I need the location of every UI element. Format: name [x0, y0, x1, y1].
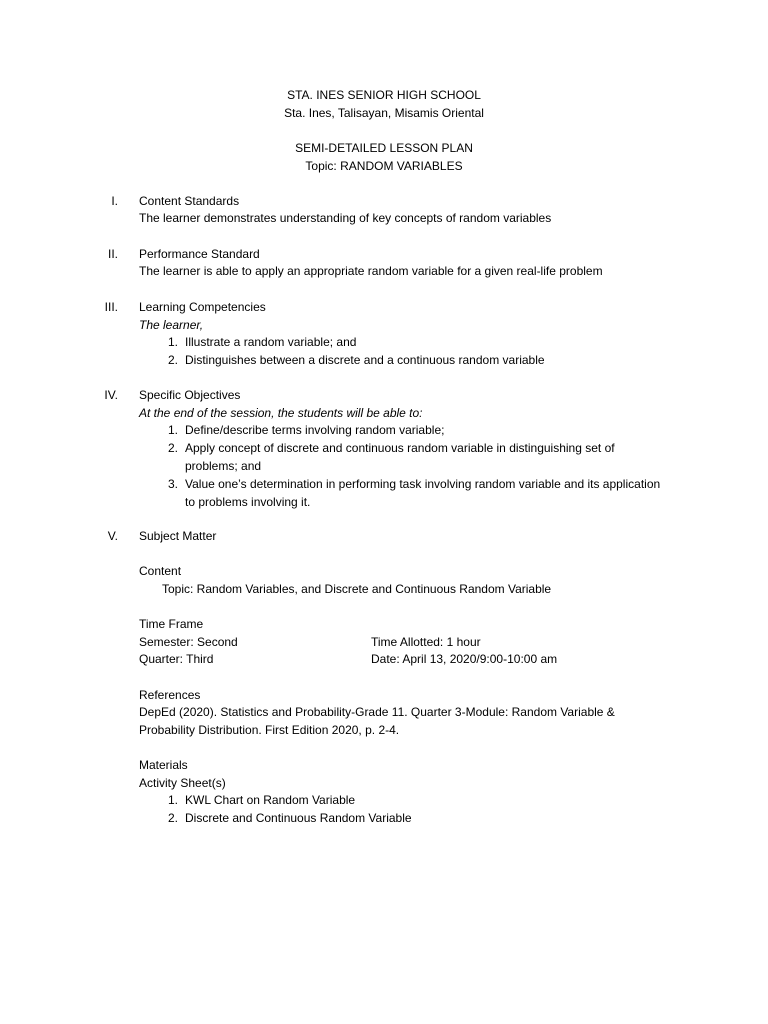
section-3-numeral: III. [104, 300, 118, 314]
section-1-numeral: I. [111, 194, 118, 208]
plan-topic: Topic: RANDOM VARIABLES [305, 159, 463, 173]
content-topic: Topic: Random Variables, and Discrete and Continuous Random Variable [162, 582, 552, 596]
section-2-numeral: II. [107, 247, 118, 261]
list-item: KWL Chart on Random Variable [185, 793, 356, 807]
references-text: DepEd (2020). Statistics and Probability-Grade 11. Quarter 3-Module: Random Variable & Probability Distribution. First Edition 2020, p. 2-4. [139, 705, 615, 737]
list-item-number: 1. [167, 793, 178, 807]
list-item-number: 3. [167, 477, 178, 491]
semester-text: Semester: Second [139, 635, 238, 649]
list-item: Distinguishes between a discrete and a continuous random variable [185, 353, 545, 367]
list-item-number: 2. [167, 353, 178, 367]
time-frame-label: Time Frame [139, 617, 204, 631]
school-address: Sta. Ines, Talisayan, Misamis Oriental [284, 106, 484, 120]
list-item-number: 2. [167, 811, 178, 825]
section-1-title: Content Standards [139, 194, 240, 208]
section-4-intro: At the end of the session, the students will be able to: [139, 406, 423, 420]
school-name: STA. INES SENIOR HIGH SCHOOL [287, 88, 481, 102]
section-5-numeral: V. [107, 529, 118, 543]
date-text: Date: April 13, 2020/9:00-10:00 am [371, 652, 558, 666]
time-allotted-text: Time Allotted: 1 hour [371, 635, 481, 649]
list-item: Discrete and Continuous Random Variable [185, 811, 412, 825]
list-item-number: 1. [167, 423, 178, 437]
list-item: Illustrate a random variable; and [185, 335, 357, 349]
quarter-text: Quarter: Third [139, 652, 214, 666]
materials-intro: Activity Sheet(s) [139, 776, 226, 790]
section-3-intro: The learner, [139, 318, 204, 332]
list-item-number: 1. [167, 335, 178, 349]
section-4-title: Specific Objectives [139, 388, 241, 402]
section-2-text: The learner is able to apply an appropriate random variable for a given real-life problem [139, 264, 603, 278]
list-item: Define/describe terms involving random variable; [185, 423, 445, 437]
materials-label: Materials [139, 758, 188, 772]
plan-type: SEMI-DETAILED LESSON PLAN [295, 141, 473, 155]
content-label: Content [139, 564, 182, 578]
list-item: Value one’s determination in performing task involving random variable and its application to problems involving it. [185, 477, 661, 509]
references-label: References [139, 688, 201, 702]
section-2-title: Performance Standard [139, 247, 260, 261]
list-item-number: 2. [167, 441, 178, 455]
list-item: Apply concept of discrete and continuous random variable in distinguishing set of problems; and [185, 441, 615, 473]
section-3-title: Learning Competencies [139, 300, 266, 314]
section-1-text: The learner demonstrates understanding of key concepts of random variables [139, 211, 552, 225]
section-5-title: Subject Matter [139, 529, 217, 543]
section-4-numeral: IV. [104, 388, 118, 402]
